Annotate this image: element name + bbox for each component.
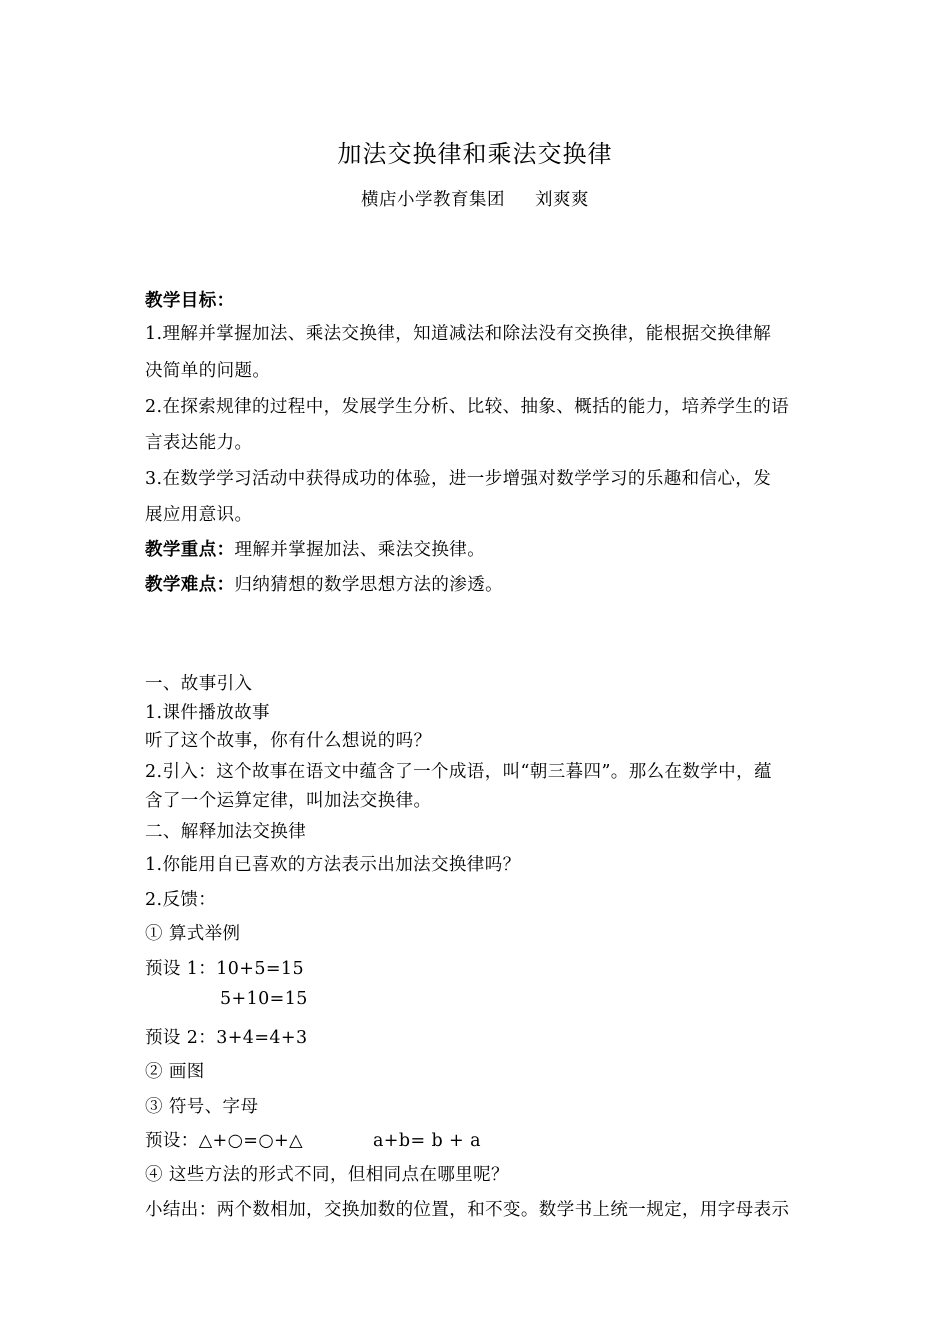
objective-2-line-2: 言表达能力。 [145, 433, 253, 453]
section-1-step-2: 听了这个故事，你有什么想说的吗？ [145, 731, 432, 751]
preset-1-line-a: 预设 1：10+5=15 [145, 959, 304, 979]
objective-2-line-1: 2.在探索规律的过程中，发展学生分析、比较、抽象、概括的能力，培养学生的语 [145, 397, 789, 417]
preset-2: 预设 2：3+4=4+3 [145, 1028, 308, 1048]
method-1: ① 算式举例 [145, 924, 241, 944]
section-2-heading: 二、解释加法交换律 [145, 822, 307, 842]
key-point-label: 教学重点： [145, 540, 235, 560]
section-2-question-2: 2.反馈： [145, 890, 217, 910]
objective-1-line-1: 1.理解并掌握加法、乘法交换律，知道减法和除法没有交换律，能根据交换律解 [145, 324, 772, 344]
objectives-heading: 教学目标： [145, 291, 235, 311]
key-point [145, 536, 485, 561]
section-1-step-3-line-1: 2.引入：这个故事在语文中蕴含了一个成语，叫“朝三暮四”。那么在数学中，蕴 [145, 762, 772, 782]
section-2-question-1: 1.你能用自已喜欢的方法表示出加法交换律吗？ [145, 855, 521, 875]
objective-3-line-2: 展应用意识。 [145, 505, 253, 525]
key-point-text: 理解并掌握加法、乘法交换律。 [234, 540, 486, 560]
preset-3-letters: a+b= b + a [372, 1131, 481, 1151]
document-title: 加法交换律和乘法交换律 [337, 140, 613, 168]
section-1-step-1: 1.课件播放故事 [145, 703, 270, 723]
method-4: ④ 这些方法的形式不同，但相同点在哪里呢？ [145, 1165, 509, 1185]
objective-1-line-2: 决简单的问题。 [145, 361, 271, 381]
section-1-step-3-line-2: 含了一个运算定律，叫加法交换律。 [145, 791, 432, 811]
method-2: ② 画图 [145, 1062, 205, 1082]
summary-line: 小结出：两个数相加，交换加数的位置，和不变。数学书上统一规定，用字母表示 [145, 1200, 790, 1220]
difficulty-point [145, 571, 503, 596]
objective-3-line-1: 3.在数学学习活动中获得成功的体验，进一步增强对数学学习的乐趣和信心，发 [145, 469, 772, 489]
author-name: 刘爽爽 [535, 190, 589, 210]
preset-3 [145, 1127, 481, 1152]
method-3: ③ 符号、字母 [145, 1097, 259, 1117]
document-author-line [0, 186, 950, 211]
preset-3-symbols: 预设：△+○=○+△ [145, 1131, 303, 1151]
school-name: 横店小学教育集团 [361, 190, 505, 210]
preset-1-line-b: 5+10=15 [220, 989, 308, 1009]
difficulty-text: 归纳猜想的数学思想方法的渗透。 [234, 575, 503, 595]
section-1-heading: 一、故事引入 [145, 674, 253, 694]
difficulty-label: 教学难点： [145, 575, 235, 595]
